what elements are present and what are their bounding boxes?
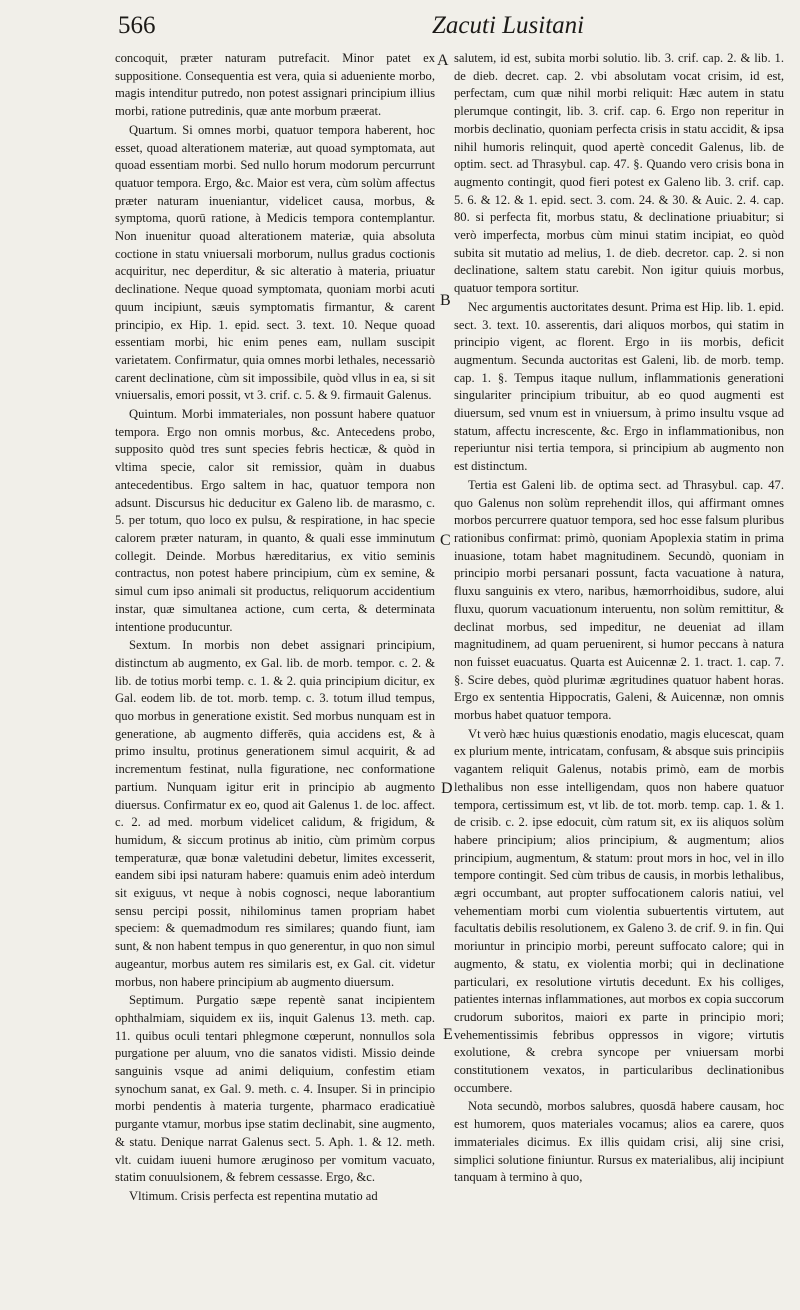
- left-column: [115, 50, 435, 1300]
- left-paragraph: Septimum. Purgatio sæpe repentè sanat incipientem ophthalmiam, siquidem ex iis, inquit Galenus 13. meth. cap. 11. quibus oculi tentari phlegmone cœperunt, nonnullos sola purgatione per aluum, vno die sanatos vidisti. Missio deinde sanguinis vsque ad animi deliquium, confestim etiam synochum sanat, ex Gal. 9. meth. c. 4. Insuper. Si in principio morbi pendentis à materia turgente, pharmaco eradicatiuè purgante vtamur, morbus ipse statim declinabit, sine augmento, & statu. Denique narrat Galenus sect. 5. Aph. 1. & 12. meth. vlt. cuidam iuueni humore æruginoso per vomitum vacuato, statim conuulsionem, & febrem cessasse. Ergo, &c.: [115, 993, 435, 1185]
- left-paragraph: concoquit, præter naturam putrefacit. Minor patet ex suppositione. Consequentia est vera, quia si adueniente morbo, magis intenditur putredo, non potest assignari principium illius morbi, ratione putredinis, quæ ante morbum præerat.: [115, 51, 435, 119]
- page-number: 566: [118, 12, 156, 39]
- margin-letter-b: B: [440, 292, 451, 309]
- page-header: [0, 12, 800, 44]
- right-paragraph: Nota secundò, morbos salubres, quosdā habere causam, hoc est humorem, quos materiales vocamus; alios ea carere, quos immateriales dicimus. Ex illis quidam crisi, alij sine crisi, simplici solutione finiuntur. Rursus ex materialibus, alij incipiunt tanquam à termino à quo,: [454, 1099, 784, 1185]
- right-paragraph: Nec argumentis auctoritates desunt. Prima est Hip. lib. 1. epid. sect. 3. text. 10. asserentis, dari aliquos morbos, qui statim in principio vigent, ac florent. Ergo in iis morbis, deficit augmentum. Secunda auctoritas est Galeni, lib. de morb. temp. cap. 1. §. Tempus itaque nullum, inflammationis generationi singulariter principium tribuitur, ab eo quod augmenti est diuersum, sed vnum est in vniuersum, à primo insultu vsque ad statum, affectu increscente, &c. Ergo in inflammationibus, non reperiuntur nisi tertia tempora, si principium ab augmento non est distinctum.: [454, 299, 784, 474]
- margin-letter-a: A: [437, 52, 449, 69]
- left-paragraph: Quintum. Morbi immateriales, non possunt habere quatuor tempora. Ergo non omnis morbus, &c. Antecedens probo, supposito quòd tres sunt species febris hecticæ, & quòd in vltima specie, calor sit remissior, quàm in duabus antecedentibus. Ergo saltem in hac, quatuor tempora non adsunt. Discursus hic deducitur ex Galeno lib. de marasmo, c. 5. per totum, quo loco ex pulsu, & respiratione, in hac specie calorem præter naturam, in quanto, & quali esse imminutum collegit. Deinde. Morbus hæreditarius, ex vitio seminis contractus, non potest habere principium, cùm ex semine, & simul cum ipso animali sit productus, reliquorum accidentium instar, quæ simultanea actione, cum certa, & determinata intentione producuntur.: [115, 407, 435, 634]
- margin-letter-c: C: [440, 532, 451, 549]
- right-paragraph: salutem, id est, subita morbi solutio. lib. 3. crif. cap. 2. & lib. 1. de dieb. decret. cap. 2. vbi absolutam vocat crisim, id est, perfectam, cum quæ nihil morbi reliquit: Hæc autem in statu plerumque contingit, lib. 3. crif. cap. 6. Ergo non reperitur in morbis declinatio, quoniam perfecta crisis in statu accidit, & ipsa nihil humoris relinquit, quod apertè concedit Galenus, lib. de optim. sect. ad Thrasybul. cap. 47. §. Quando vero crisis bona in augmento contingit, quod fieri potest ex Galeno lib. 3. crif. cap. 5. 6. & 12. & 1. epid. sect. 3. com. 24. & 30. & Auic. 2. 4. cap. 80. si perfecta fit, morbus statu, & declinatione priuabitur; si verò imperfecta, morbus cùm minui statim incipiat, eo quòd subita sit mutatio ad melius, 1. de dieb. decretor. cap. 2. si non declinatione, saltem statu carebit. Non igitur quiuis morbus, quatuor tempora sortitur.: [454, 51, 784, 296]
- running-title: Zacuti Lusitani: [432, 12, 585, 39]
- margin-letter-d: D: [441, 780, 453, 797]
- right-paragraph: Tertia est Galeni lib. de optima sect. ad Thrasybul. cap. 47. quo Galenus non solùm reprehendit illos, qui affirmant omnes morbos percurrere quatuor tempora, sed hoc esse falsum pluribus rationibus confirmat: primò, quoniam Apoplexia statim in prima inuasione, totam habet magnitudinem. Secundò, quoniam in principio morbi persanari possunt, facta vacuatione à natura, fluxu sanguinis ex vtero, naribus, hæmorrhoidibus, sudore, alui fluxu, quorum vacuationum interuentu, non solùm remittitur, & declinat morbus, sed impeditur, ne deueniat ad illam magnitudinem, ad quam peruenirent, si humor peccans à natura non fuisset euacuatus. Quarta est Auicennæ 2. 1. tract. 1. cap. 7. §. Scire debes, quòd plurimæ ægritudines quatuor habent horas. Ergo ex sententia Hippocratis, Galeni, & Auicennæ, non omnis morbus habet quatuor tempora.: [454, 477, 784, 723]
- left-paragraph: Vltimum. Crisis perfecta est repentina mutatio ad: [129, 1189, 378, 1203]
- left-paragraph: Quartum. Si omnes morbi, quatuor tempora haberent, hoc esset, quoad alterationem materiæ, aut quoad symptomata, aut quoad essentiam morbi. Sed nullo horum modorum percurrunt quatuor tempora. Ergo, &c. Maior est vera, cùm solùm affectus præter naturam inueniantur, videlicet causa, morbus, & symptoma, quorū ratione, à Medicis tempora contemplantur. Non inuenitur quoad alterationem materiæ, quia absoluta coctione in statu vniuersali morborum, nullus gradus coctionis acquiritur, nec deperditur, & sic alteratio à materia, priuatur declinatione. Neque quoad symptomata, quoniam morbi acuti quum incipiunt, sæuis symptomatis firmantur, & carent principio, ex Hip. 1. epid. sect. 3. text. 10. Neque quoad essentiam morbi, hic enim penes eam, nullam suscipit varietatem. Confirmatur, quia omnes morbi lethales, necessariò carent declinatione, cùm sit impossibile, quòd vllus in ea, si sit vniuersalis, emori possit, vt 3. crif. c. 5. & 9. firmauit Galenus.: [115, 122, 435, 403]
- right-column: [454, 50, 784, 1300]
- margin-letter-e: E: [443, 1026, 453, 1043]
- left-paragraph: Sextum. In morbis non debet assignari principium, distinctum ab augmento, ex Gal. lib. de morb. tempor. c. 2. & lib. de totius morbi temp. c. 1. & 2. quia principium dicitur, ex Gal. eodem lib. de tot. morb. temp. c. 3. totum illud tempus, quo morbus in generatione existit. Sed morbus nunquam est in generatione, ab augmento differēs, quia accidens est, & à primo insultu, protinus generationem simul acquirit, & ad incrementum festinat, nulla figuratione, nec conformatione partium. Nunquam igitur erit in principio ab augmento diuersus. Confirmatur ex eo, quod ait Galenus 1. de loc. affect. c. 2. ad med. morbum videlicet calidum, & frigidum, & humidum, & siccum protinus ab initio, cùm primùm corpus temperaturæ, quæ bonæ valetudini debetur, limites excesserit, eandem sibi ipsi naturam habere: quamuis enim adeò interdum sit exiguus, vt neque à nobis cognosci, neque laborantium sensu percipi possit, nihilominus tamen propriam habet speciem: & quemadmodum res similares; quando fiunt, iam sunt, & non habent tempus in quo generentur, in quo non simul augeantur, morbus autem res similaris est, ex Gal. cit. videtur morbus, non habere principium ab augmento diuersum.: [115, 638, 435, 989]
- right-paragraph: Vt verò hæc huius quæstionis enodatio, magis elucescat, quam ex plurium mente, intricatam, confusam, & absque suis principiis vagantem reliquit Galenus, notabis primò, eam de morbis lethalibus non esse intelligendam, quos non habere quatuor tempora, certissimum est, vt lib. de tot. morb. temp. cap. 1. & 1. de crisib. c. 2. ipse edocuit, cùm ratum sit, ex iis aliquos solùm habere principium; alios principium, & augmentum; alios principium, augmentum, & statum: prout mors in hoc, vel in illo tempore contingit. Sed cùm tribus de causis, in morbis lethalibus, ægri occumbant, aut propter suffocationem caloris natiui, vel vehementiam morbi cum violentia subuertentis virtutem, aut facultatis debilis resolutionem, ex Galeno 3. de crif. 9. in fin. Qui moriuntur in principio morbi, pereunt suffocato calore; qui in augmento, & statu, ex violentia morbi; qui in declinatione particulari, ex resolutione virtutis decedunt. Ex his colliges, patientes internas inflammationes, aut morbos ex copia succorum crudorum suboritos, maiori ex parte in principio mori; vehementissimis febribus oppressos in vigore; virtutis exolutione, & crebra syncope per vniuersam morbi constitutionem vexatos, in particularibus declinationibus occumbere.: [454, 726, 784, 1095]
